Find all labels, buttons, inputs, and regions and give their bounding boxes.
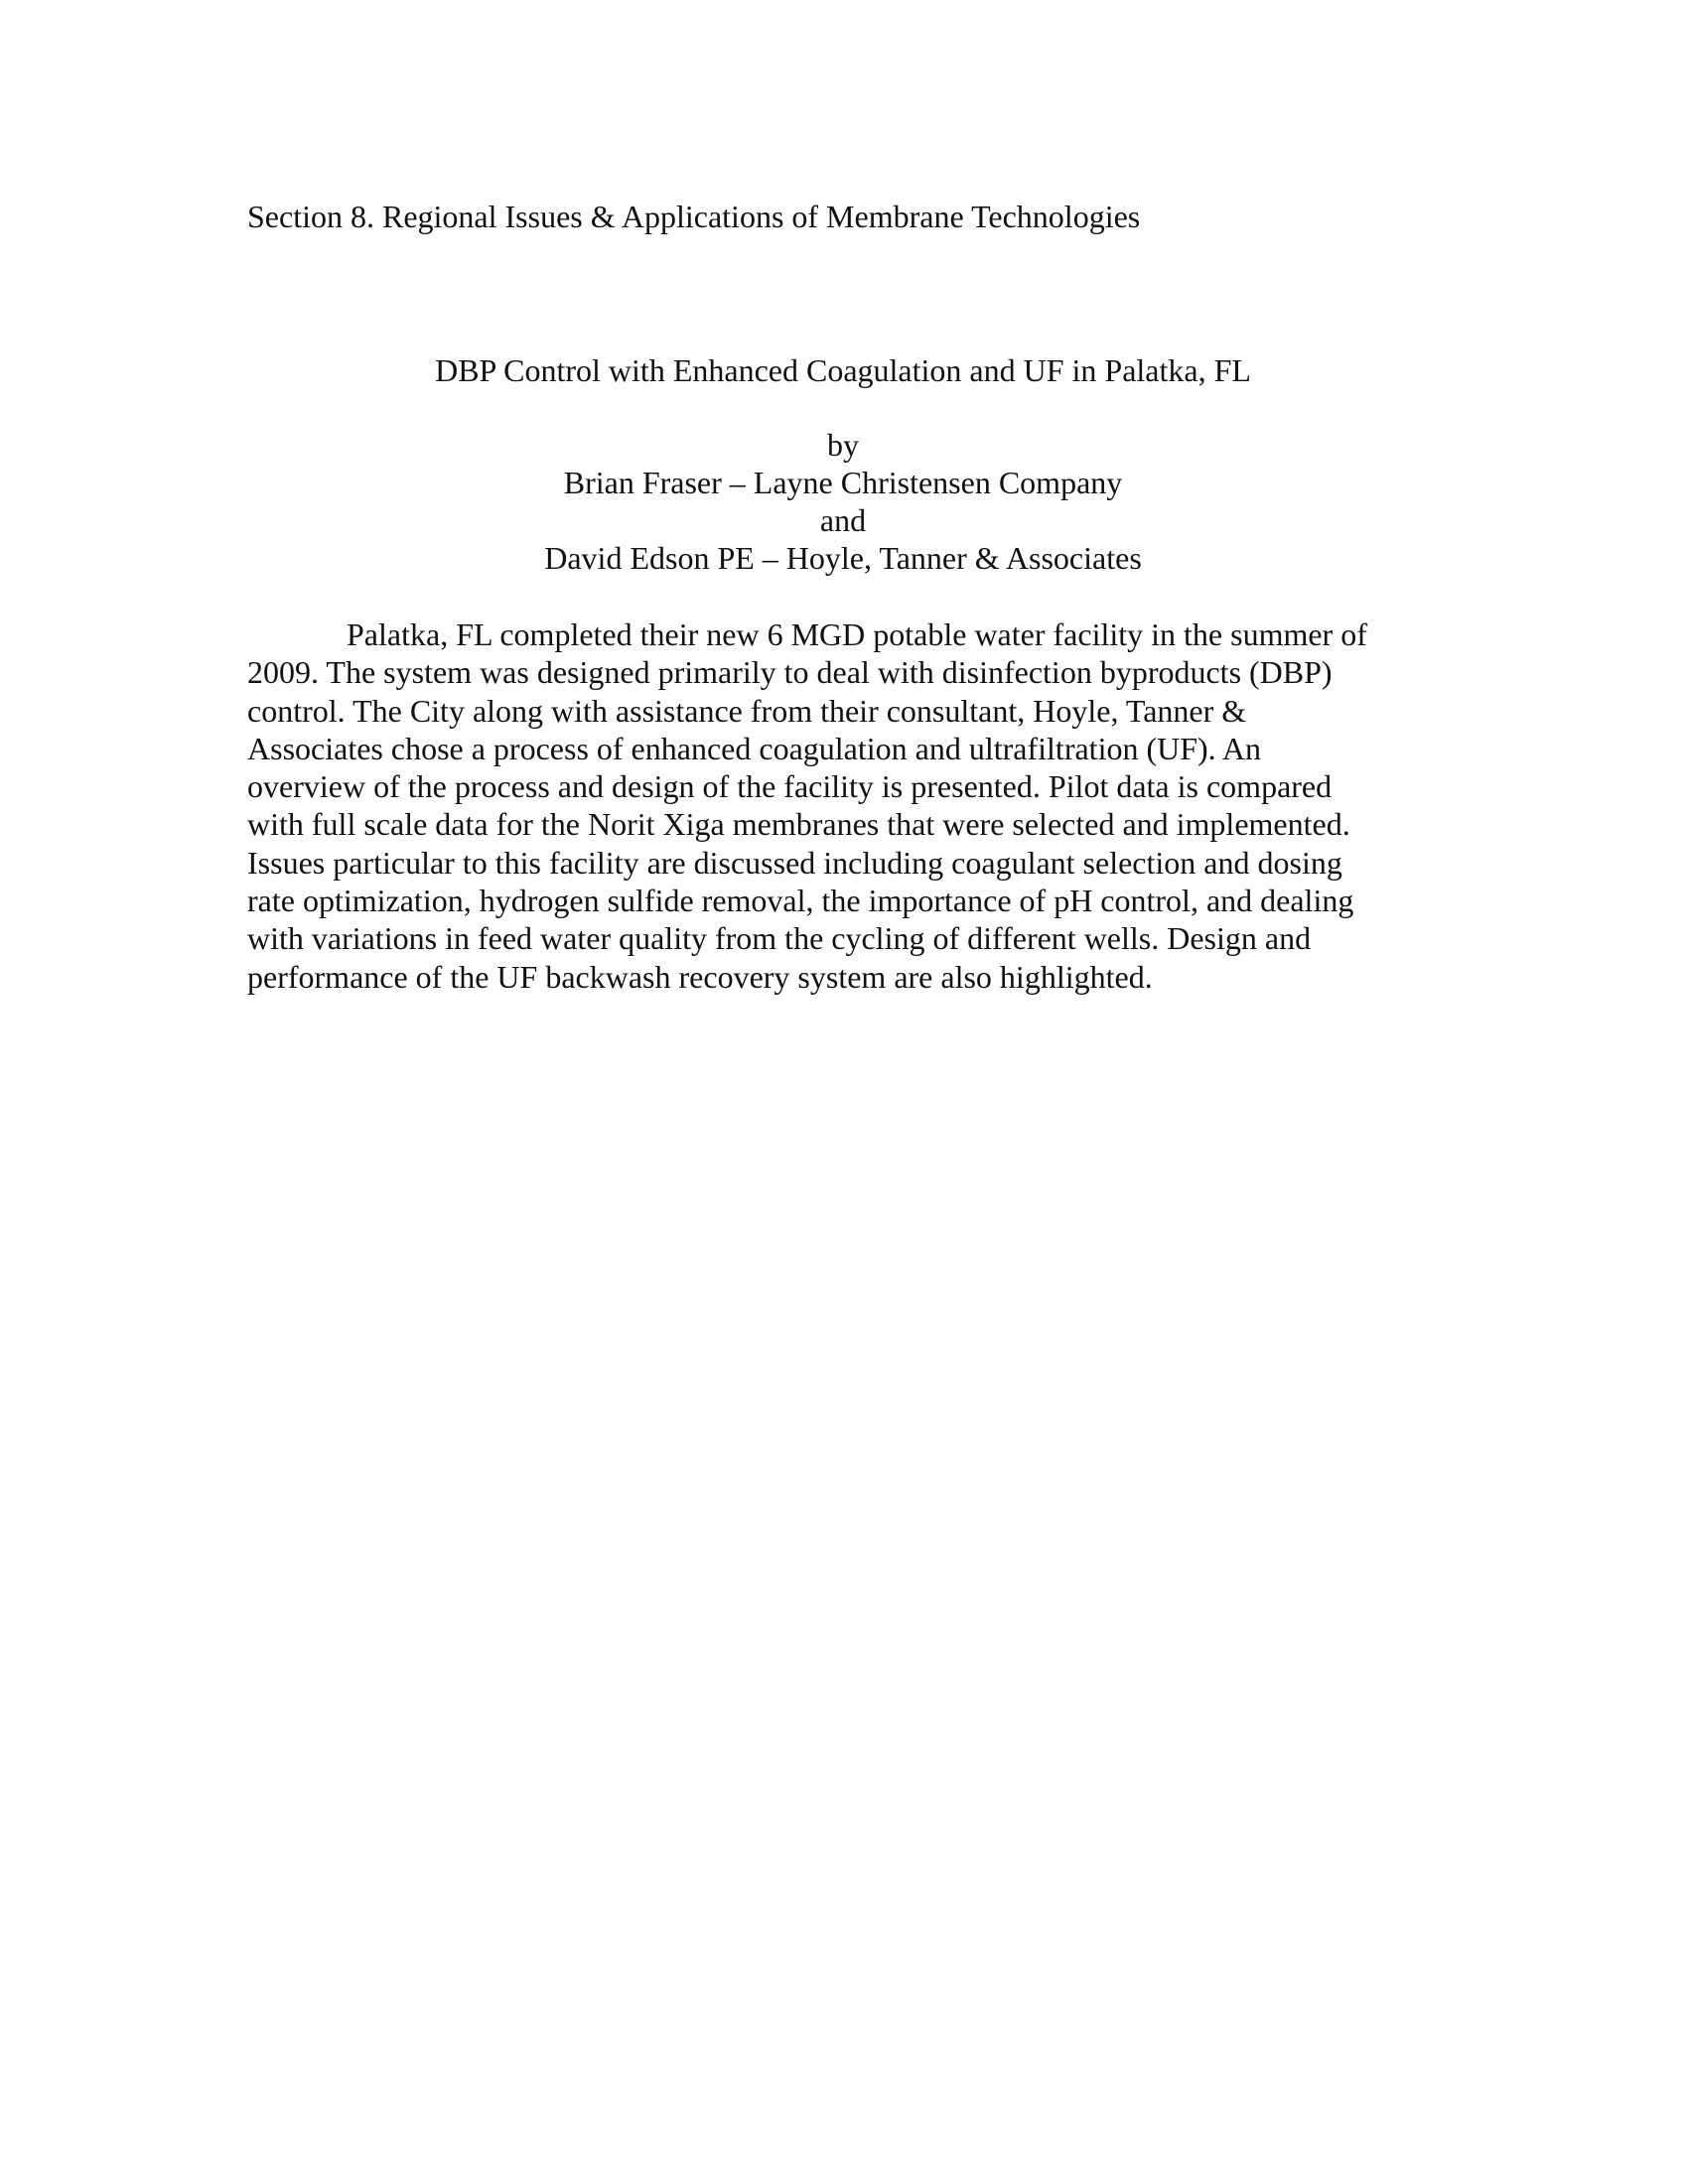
abstract-line: performance of the UF backwash recovery system are also highlighted. [247, 958, 1153, 995]
abstract-line: Palatka, FL completed their new 6 MGD potable water facility in the summer of [347, 616, 1367, 652]
paper-title: DBP Control with Enhanced Coagulation and UF in Palatka, FL [435, 352, 1251, 388]
author-1: Brian Fraser – Layne Christensen Company [563, 465, 1123, 500]
byline [247, 426, 1439, 577]
section-heading: Section 8. Regional Issues & Applications of Membrane Technologies [247, 199, 1141, 234]
abstract-line: with variations in feed water quality from the cycling of different wells. Design and [247, 920, 1312, 957]
abstract-line: control. The City along with assistance from their consultant, Hoyle, Tanner & [247, 692, 1247, 729]
byline-by: by [827, 427, 859, 463]
abstract-line: rate optimization, hydrogen sulfide removal, the importance of pH control, and dealing [247, 883, 1354, 919]
abstract-line: 2009. The system was designed primarily to deal with disinfection byproducts (DBP) [247, 654, 1333, 691]
abstract-line: with full scale data for the Norit Xiga membranes that were selected and implemented. [247, 806, 1350, 843]
abstract-line: Associates chose a process of enhanced coagulation and ultrafiltration (UF). An [247, 730, 1262, 766]
author-2: David Edson PE – Hoyle, Tanner & Associates [544, 540, 1142, 576]
byline-and: and [819, 502, 867, 538]
abstract-line: Issues particular to this facility are discussed including coagulant selection and dosing [247, 844, 1342, 881]
abstract-paragraph [247, 615, 1419, 996]
abstract-line: overview of the process and design of the facility is presented. Pilot data is compared [247, 768, 1333, 805]
